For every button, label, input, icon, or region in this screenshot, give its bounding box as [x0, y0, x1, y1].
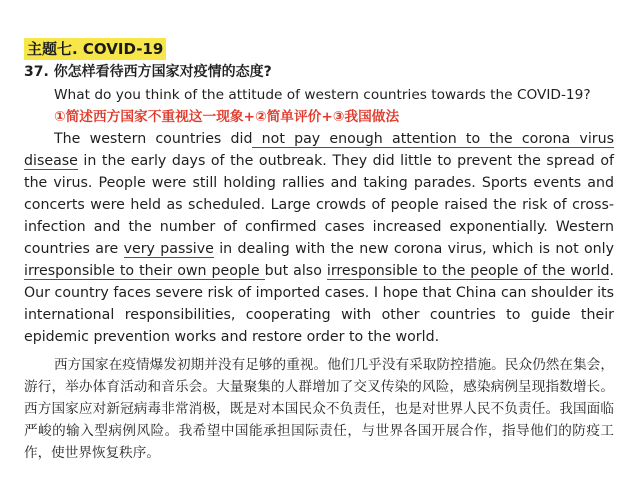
question-number: 37.: [24, 64, 49, 80]
underlined-phrase: very passive: [123, 241, 214, 257]
question-en: What do you think of the attitude of western countries towards the COVID-19?: [54, 87, 591, 103]
answer-text: in the early days of the outbreak. They did little to prevent the spread of the virus. People were still holding rallies and taking parades. Sports events and concerts were held as scheduled. Large crowds of people raised the risk of cross-infection and the number of confirmed cases increased exponentially. Western countries are: [24, 153, 614, 257]
answer-text: . Our country faces severe risk of imported cases. I hope that China can shoulder its international responsibilities, cooperating with other countries to guide their epidemic prevention works and restore order to the world.: [24, 263, 614, 345]
answer-text: in dealing with the new corona virus, which is not only: [213, 241, 614, 257]
underlined-phrase: irresponsible to the people of the world: [326, 263, 610, 279]
underlined-phrase: not pay enough attention to the corona virus disease: [24, 131, 614, 169]
underlined-phrase: irresponsible to their own people: [24, 263, 265, 279]
answer-outline-hint: ①简述西方国家不重视这一现象+②简单评价+③我国做法: [54, 109, 400, 125]
question-line: [24, 62, 614, 82]
chinese-translation: 西方国家在疫情爆发初期并没有足够的重视。他们几乎没有采取防控措施。民众仍然在集会，游行，举办体育活动和音乐会。大量聚集的人群增加了交叉传染的风险，感染病例呈现指数增长。西方国家应对新冠病毒非常消极，既是对本国民众不负责任，也是对世界人民不负责任。我国面临严峻的输入型病例风险。我希望中国能承担国际责任，与世界各国开展合作，指导他们的防疫工作，使世界恢复秩序。: [24, 357, 614, 461]
question-zh: 你怎样看待西方国家对疫情的态度?: [53, 64, 272, 80]
answer-text: The western countries did: [54, 131, 253, 147]
english-answer: [24, 128, 614, 348]
answer-text: but also: [264, 263, 327, 279]
topic-heading: 主题七. COVID-19: [24, 38, 166, 60]
